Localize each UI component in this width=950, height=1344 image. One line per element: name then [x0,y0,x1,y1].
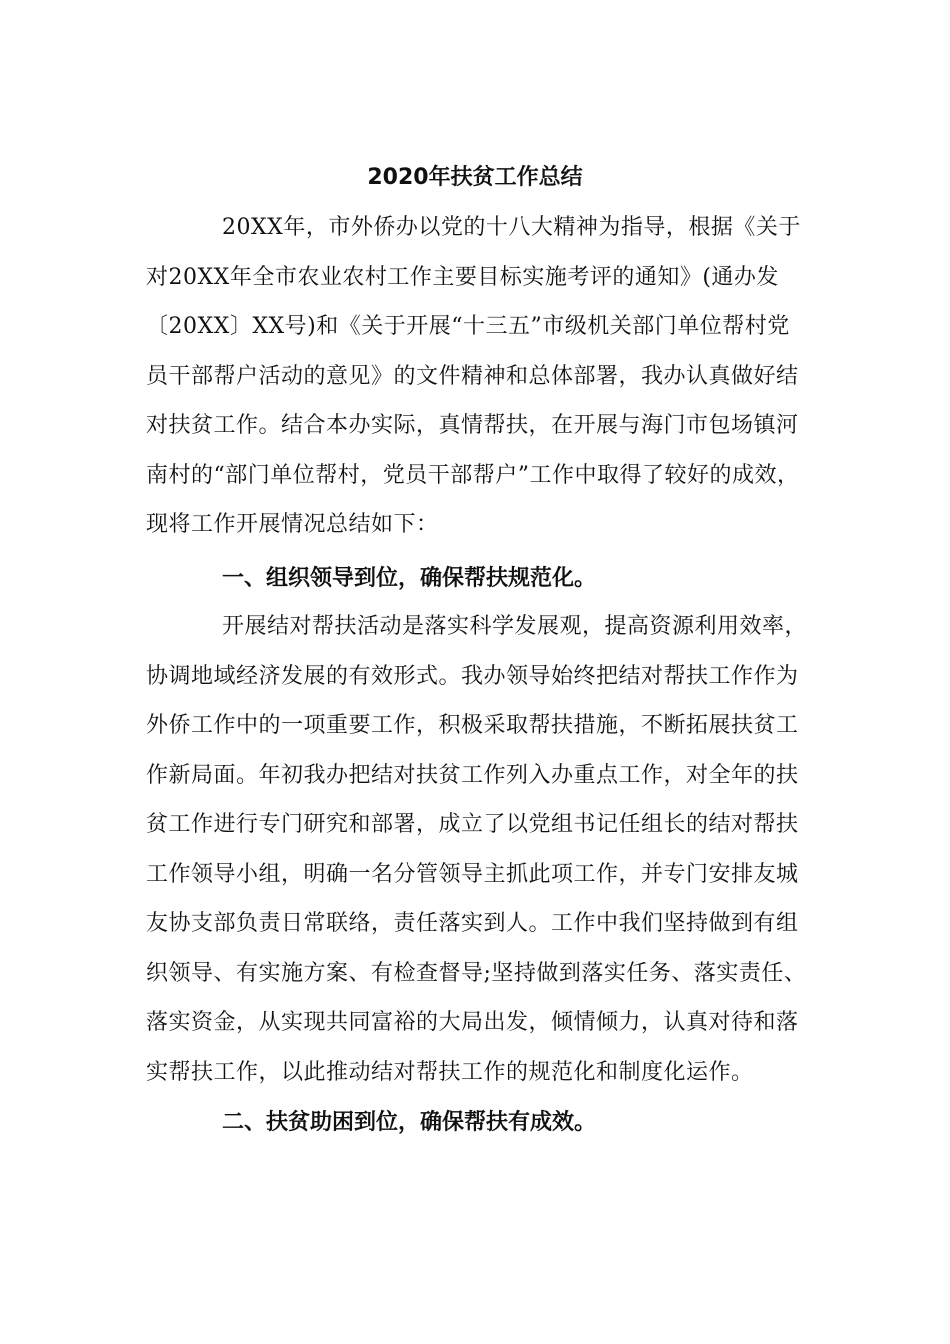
paragraph-section-1 [146,602,806,1097]
paragraph-line: 友协支部负责日常联络，责任落实到人。工作中我们坚持做到有组 [146,911,799,936]
paragraph-line: 实帮扶工作，以此推动结对帮扶工作的规范化和制度化运作。 [146,1059,754,1085]
paragraph-line: 织领导、有实施方案、有检查督导;坚持做到落实任务、落实责任、 [146,960,807,986]
paragraph-line: 20XX年，市外侨办以党的十八大精神为指导，根据《关于 [222,215,801,240]
section-heading-1: 一、组织领导到位，确保帮扶规范化。 [222,566,597,591]
paragraph-line: 作新局面。年初我办把结对扶贫工作列入办重点工作，对全年的扶 [146,762,799,788]
paragraph-line: 开展结对帮扶活动是落实科学发展观，提高资源利用效率， [222,614,808,639]
paragraph-line: 工作领导小组，明确一名分管领导主抓此项工作，并专门安排友城 [146,861,799,887]
paragraph-line: 南村的“部门单位帮村，党员干部帮户”工作中取得了较好的成效， [146,462,800,488]
paragraph-line: 〔20XX〕XX号)和《关于开展“十三五”市级机关部门单位帮村党 [146,314,790,339]
paragraph-line: 协调地域经济发展的有效形式。我办领导始终把结对帮扶工作作为 [146,663,799,689]
paragraph-intro [146,203,806,550]
paragraph-line: 现将工作开展情况总结如下： [146,512,439,537]
paragraph-line: 贫工作进行专门研究和部署，成立了以党组书记任组长的结对帮扶 [146,812,799,837]
paragraph-line: 员干部帮户活动的意见》的文件精神和总体部署，我办认真做好结 [146,363,799,389]
paragraph-line: 外侨工作中的一项重要工作，积极采取帮扶措施，不断拓展扶贫工 [146,713,799,738]
document-title: 2020年扶贫工作总结 [367,165,583,190]
paragraph-line: 落实资金，从实现共同富裕的大局出发，倾情倾力，认真对待和落 [146,1010,799,1035]
paragraph-line: 对20XX年全市农业农村工作主要目标实施考评的通知》(通办发 [146,264,779,290]
paragraph-line: 对扶贫工作。结合本办实际，真情帮扶，在开展与海门市包场镇河 [146,413,799,438]
section-heading-2: 二、扶贫助困到位，确保帮扶有成效。 [222,1110,597,1135]
